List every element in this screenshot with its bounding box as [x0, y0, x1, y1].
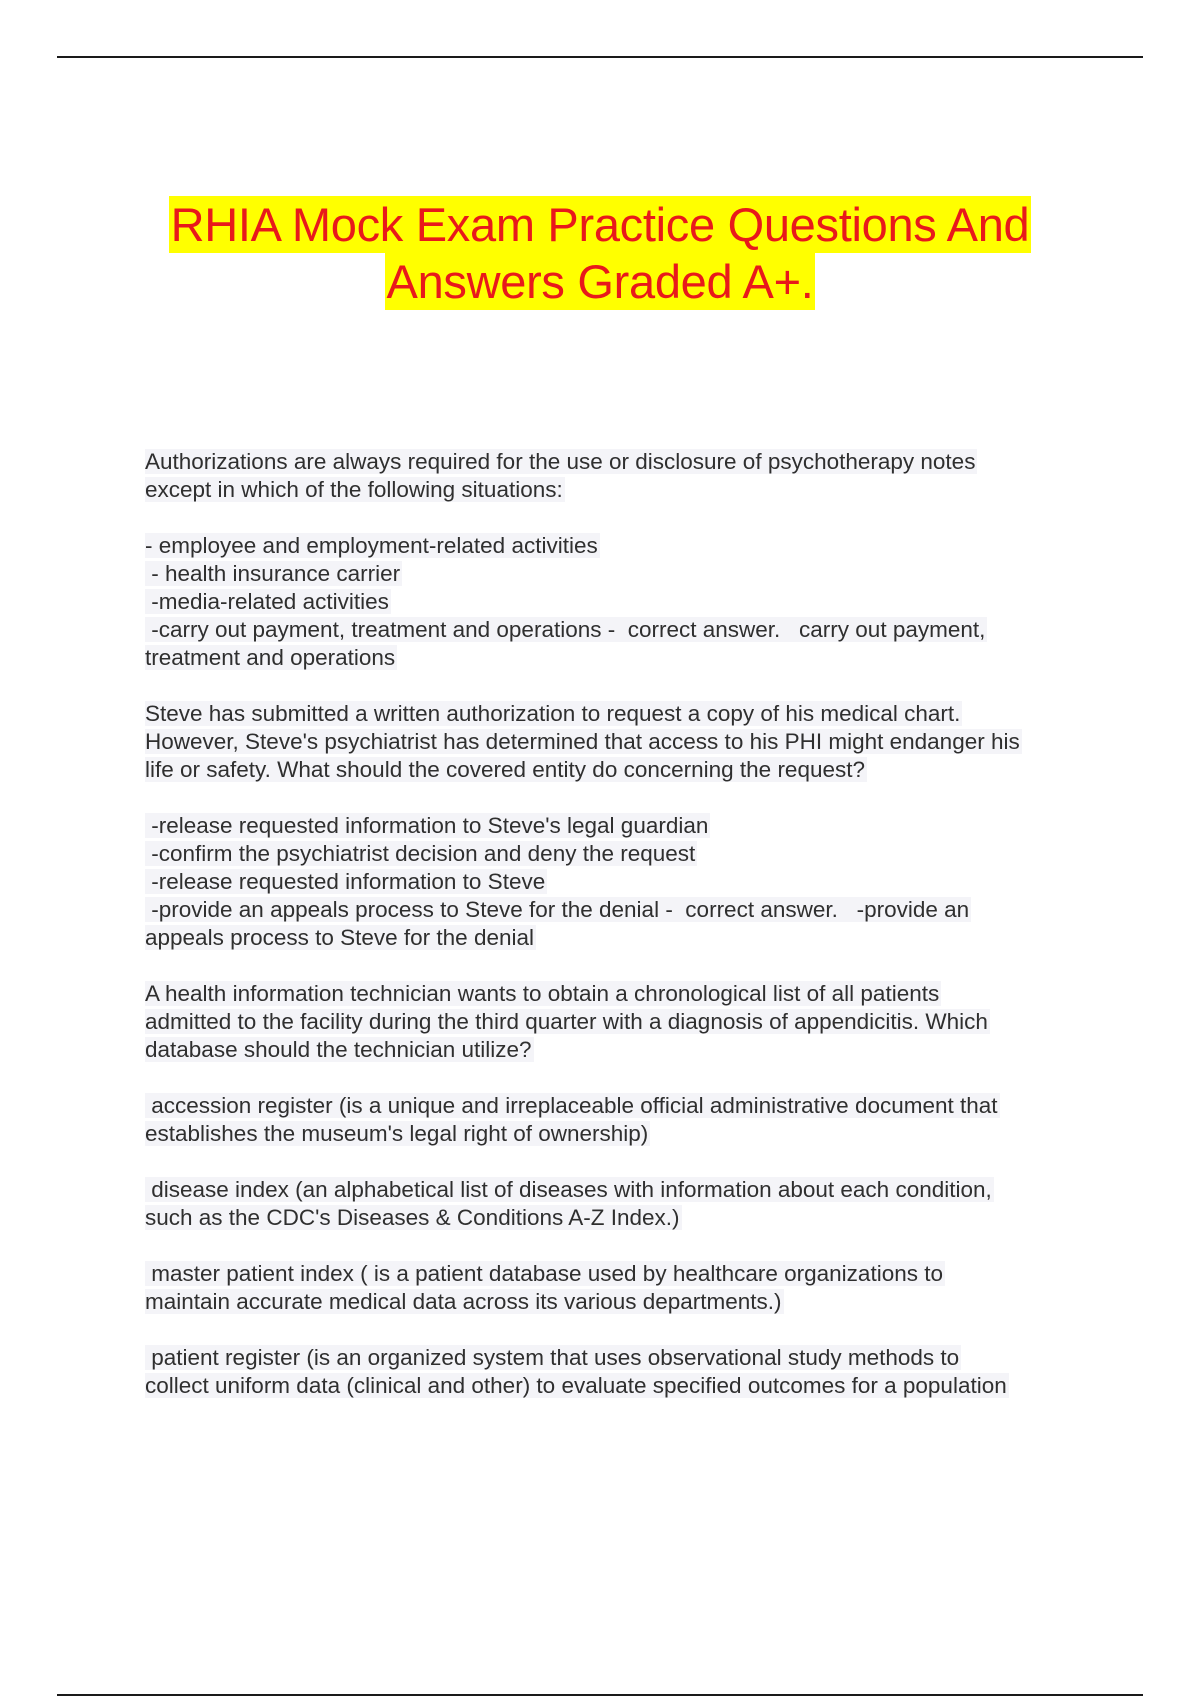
question-text-line: life or safety. What should the covered entity do concerning the request?: [145, 757, 865, 782]
answer-line: -media-related activities: [145, 589, 389, 614]
option-master-patient-index: [145, 1260, 1105, 1316]
question-text-line: Steve has submitted a written authorization to request a copy of his medical chart.: [145, 701, 961, 726]
footer-rule: [57, 1694, 1143, 1696]
title-line-2: Answers Graded A+.: [386, 255, 814, 308]
answer-line: -release requested information to Steve: [145, 869, 546, 894]
option-line: patient register (is an organized system that uses observational study methods to: [145, 1345, 960, 1370]
question-2: [145, 700, 1105, 784]
option-line: such as the CDC's Diseases & Conditions A-Z Index.): [145, 1205, 680, 1230]
option-line: establishes the museum's legal right of ownership): [145, 1121, 649, 1146]
answer-line: -release requested information to Steve's legal guardian: [145, 813, 709, 838]
question-text-line: database should the technician utilize?: [145, 1037, 532, 1062]
document-body: [145, 448, 1105, 1428]
answer-line: -carry out payment, treatment and operations - correct answer. carry out payment,: [145, 617, 986, 642]
answer-line: - employee and employment-related activities: [145, 533, 598, 558]
answer-line: appeals process to Steve for the denial: [145, 925, 534, 950]
option-accession-register: [145, 1092, 1105, 1148]
option-line: accession register (is a unique and irreplaceable official administrative document that: [145, 1093, 998, 1118]
option-disease-index: [145, 1176, 1105, 1232]
question-1: [145, 448, 1105, 504]
answer-line: -confirm the psychiatrist decision and deny the request: [145, 841, 696, 866]
answer-line: treatment and operations: [145, 645, 396, 670]
question-text-line: except in which of the following situations:: [145, 477, 563, 502]
question-3: [145, 980, 1105, 1064]
option-line: disease index (an alphabetical list of diseases with information about each condition,: [145, 1177, 992, 1202]
option-line: master patient index ( is a patient database used by healthcare organizations to: [145, 1261, 943, 1286]
header-rule: [57, 56, 1143, 58]
answer-line: - health insurance carrier: [145, 561, 401, 586]
option-patient-register: [145, 1344, 1105, 1400]
question-text-line: A health information technician wants to obtain a chronological list of all patients: [145, 981, 940, 1006]
question-2-answers: [145, 812, 1105, 952]
option-line: collect uniform data (clinical and other) to evaluate specified outcomes for a population: [145, 1373, 1007, 1398]
title-line-1: RHIA Mock Exam Practice Questions And: [170, 198, 1030, 251]
question-1-answers: [145, 532, 1105, 672]
question-text-line: However, Steve's psychiatrist has determined that access to his PHI might endanger his: [145, 729, 1020, 754]
question-text-line: Authorizations are always required for the use or disclosure of psychotherapy notes: [145, 449, 976, 474]
question-text-line: admitted to the facility during the third quarter with a diagnosis of appendicitis. Which: [145, 1009, 988, 1034]
option-line: maintain accurate medical data across its various departments.): [145, 1289, 782, 1314]
document-title: [0, 196, 1200, 310]
answer-line: -provide an appeals process to Steve for the denial - correct answer. -provide an: [145, 897, 970, 922]
